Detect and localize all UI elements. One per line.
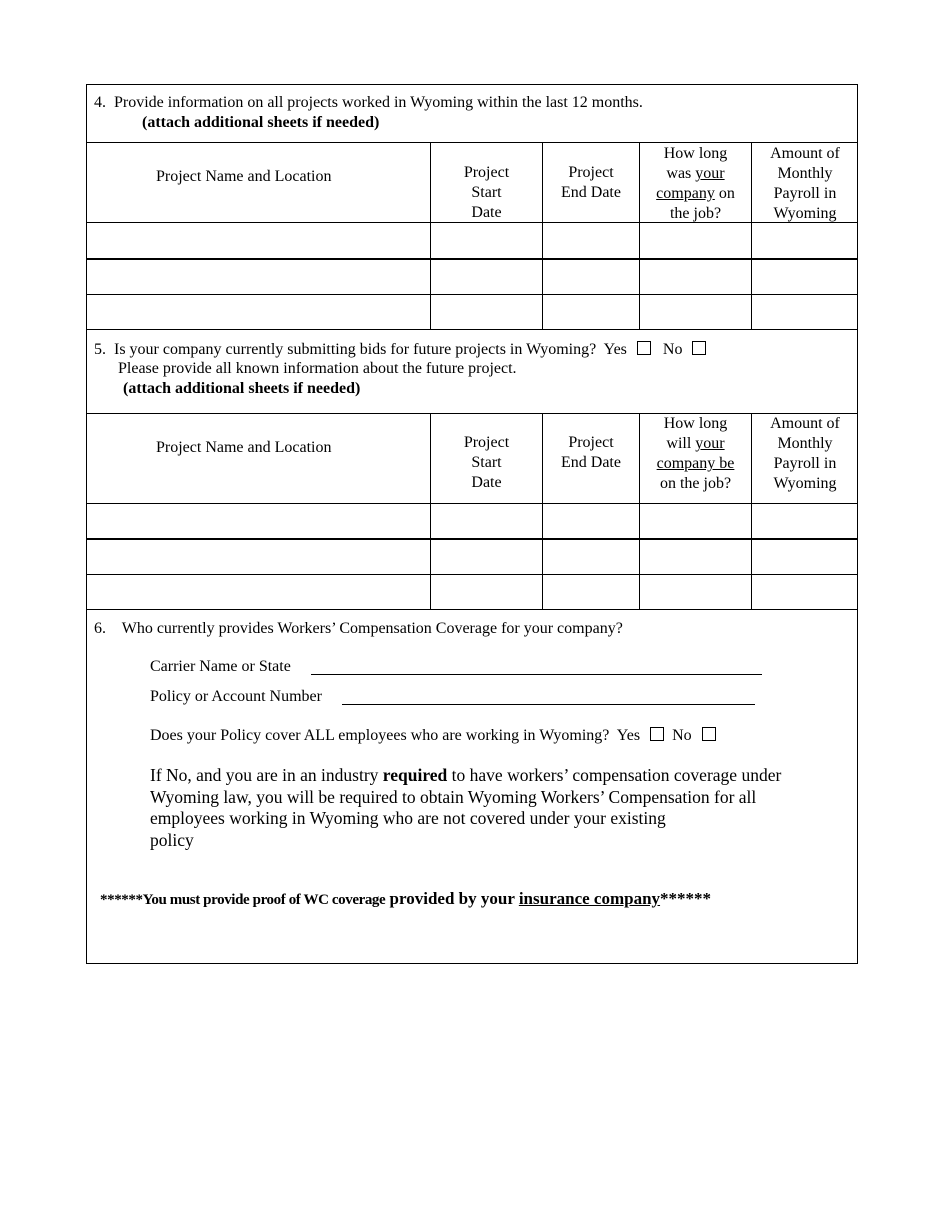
q6-divider <box>86 609 858 610</box>
q4-col-how-long: How long was your company on the job? <box>656 145 735 222</box>
q4-table-divider <box>86 294 858 295</box>
q5-question-text: Is your company currently submitting bids for future projects in Wyoming? <box>114 341 597 358</box>
q4-col-end: Project End Date <box>561 164 621 201</box>
q5-no-label: No <box>662 341 683 358</box>
policy-input-line[interactable] <box>342 704 755 705</box>
q5-no-checkbox[interactable] <box>692 341 706 355</box>
q6-number: 6. <box>94 620 106 637</box>
q6-paragraph-line2: Wyoming law, you will be required to obtain Wyoming Workers’ Compensation for all <box>150 786 757 807</box>
q5-header-divider <box>86 329 858 330</box>
q5-col-name: Project Name and Location <box>156 439 332 456</box>
q5-col-end: Project End Date <box>561 434 621 471</box>
cover-question-text: Does your Policy cover ALL employees who are working in Wyoming? <box>150 727 610 744</box>
q4-note: (attach additional sheets if needed) <box>142 114 380 131</box>
q6-cover-question <box>150 726 716 746</box>
proof-notice: ******You must provide proof of WC coverage provided by your insurance company****** <box>100 889 712 908</box>
q6-paragraph-line3: employees working in Wyoming who are not covered under your existing <box>150 808 666 828</box>
carrier-input-line[interactable] <box>311 674 762 675</box>
q5-question <box>94 340 706 360</box>
q4-number: 4. <box>94 94 106 111</box>
q5-note: (attach additional sheets if needed) <box>123 380 361 397</box>
q5-col-start: Project Start Date <box>463 434 510 491</box>
q4-table-divider <box>86 258 858 260</box>
q6-question-text: Who currently provides Workers’ Compensation Coverage for your company? <box>121 620 623 637</box>
q6-no-label: No <box>672 727 692 744</box>
q5-table-divider <box>86 574 858 575</box>
q4-header-divider <box>86 142 858 143</box>
q5-col-how-long: How long will your company be on the job? <box>656 415 735 492</box>
q6-yes-label: Yes <box>616 727 641 744</box>
q6-paragraph-line4: policy <box>150 829 194 850</box>
q4-question <box>94 93 643 113</box>
q5-number: 5. <box>94 341 106 358</box>
q5-instruction: Please provide all known information about the future project. <box>118 360 517 377</box>
q6-paragraph-line1: If No, and you are in an industry required to have workers’ compensation coverage under <box>150 765 782 785</box>
q4-question-text: Provide information on all projects worked in Wyoming within the last 12 months. <box>114 94 643 111</box>
q6-question <box>94 619 623 639</box>
q4-col-name: Project Name and Location <box>156 168 332 185</box>
q5-yes-checkbox[interactable] <box>637 341 651 355</box>
q4-col-payroll: Amount of Monthly Payroll in Wyoming <box>770 145 840 222</box>
carrier-label: Carrier Name or State <box>150 658 291 675</box>
q5-table-divider <box>86 538 858 540</box>
q5-yes-label: Yes <box>603 341 627 358</box>
q6-yes-checkbox[interactable] <box>650 727 664 741</box>
policy-label: Policy or Account Number <box>150 688 322 705</box>
q5-table-divider <box>86 503 858 504</box>
q4-col-start: Project Start Date <box>463 164 510 221</box>
q5-col-payroll: Amount of Monthly Payroll in Wyoming <box>770 415 840 492</box>
q6-no-checkbox[interactable] <box>702 727 716 741</box>
